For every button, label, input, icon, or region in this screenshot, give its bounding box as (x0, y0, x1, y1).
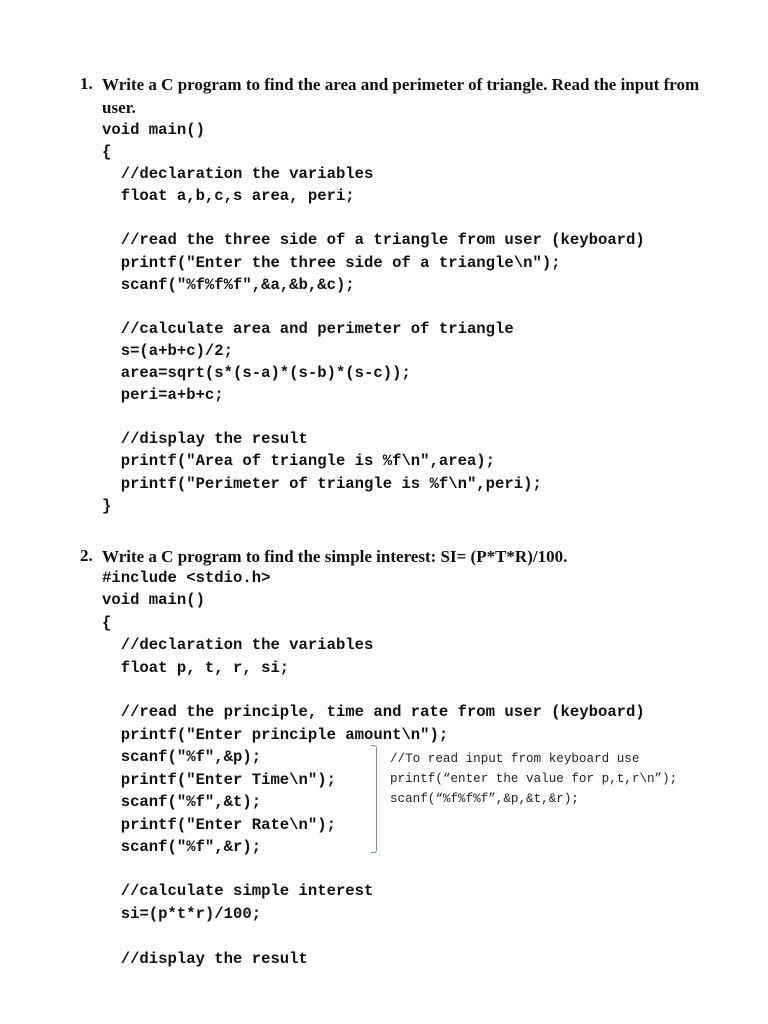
side-note (390, 749, 677, 809)
code-line: area=sqrt(s*(s-a)*(s-b)*(s-c)); (102, 364, 411, 383)
code-line: //declaration the variables (102, 165, 374, 184)
question-2-number: 2. (80, 546, 93, 565)
code-line: scanf("%f%f%f",&a,&b,&c); (102, 275, 355, 294)
note-bracket (371, 745, 377, 853)
note-line: printf(“enter the value for p,t,r\n”); (390, 772, 678, 786)
question-2-code-block-bottom (102, 858, 373, 970)
code-line: } (102, 496, 112, 515)
question-1-heading-line-2: user. (102, 98, 136, 117)
code-line (102, 679, 645, 701)
code-line: //declaration the variables (102, 636, 374, 655)
code-line: { (102, 613, 112, 632)
code-line: float a,b,c,s area, peri; (102, 187, 355, 206)
code-line: #include <stdio.h> (102, 569, 271, 587)
code-line: { (102, 143, 112, 162)
code-line (102, 406, 645, 428)
question-1-heading-line-1: Write a C program to find the area and perimeter of triangle. Read the input from (102, 75, 700, 94)
code-line: void main() (102, 121, 205, 139)
question-2-heading: Write a C program to find the simple interest: SI= (P*T*R)/100. (102, 547, 568, 566)
code-line: printf("Enter Time\n"); (102, 770, 336, 789)
question-2-code-block-top (102, 567, 645, 746)
code-line: scanf("%f",&t); (102, 793, 262, 812)
code-line: peri=a+b+c; (102, 386, 224, 405)
code-line (102, 858, 373, 880)
code-line: //display the result (102, 430, 308, 449)
code-line: //calculate area and perimeter of triangle (102, 319, 514, 338)
code-line: printf("Enter the three side of a triangle\n"); (102, 253, 561, 272)
note-line: //To read input from keyboard use (390, 752, 640, 766)
code-line: //calculate simple interest (102, 882, 374, 901)
code-line: printf("Enter principle amount\n"); (102, 725, 449, 744)
code-line: //display the result (102, 949, 308, 968)
code-line: scanf("%f",&r); (102, 838, 262, 857)
code-line (102, 207, 645, 229)
code-line (102, 296, 645, 318)
code-line: s=(a+b+c)/2; (102, 341, 234, 360)
code-line: //read the principle, time and rate from user (keyboard) (102, 703, 645, 722)
code-line: scanf("%f",&p); (102, 748, 262, 766)
question-2-code-block-input (102, 746, 336, 859)
code-line: printf("Perimeter of triangle is %f\n",peri); (102, 474, 542, 493)
question-1-number: 1. (80, 74, 93, 93)
code-line: void main() (102, 591, 205, 610)
question-1-code-block (102, 119, 645, 517)
code-line: printf("Area of triangle is %f\n",area); (102, 452, 496, 471)
code-line: printf("Enter Rate\n"); (102, 815, 336, 834)
code-line: float p, t, r, si; (102, 658, 290, 677)
code-line (102, 925, 373, 947)
code-line: //read the three side of a triangle from user (keyboard) (102, 231, 645, 250)
code-line: si=(p*t*r)/100; (102, 904, 262, 923)
note-line: scanf(“%f%f%f”,&p,&t,&r); (390, 792, 579, 806)
